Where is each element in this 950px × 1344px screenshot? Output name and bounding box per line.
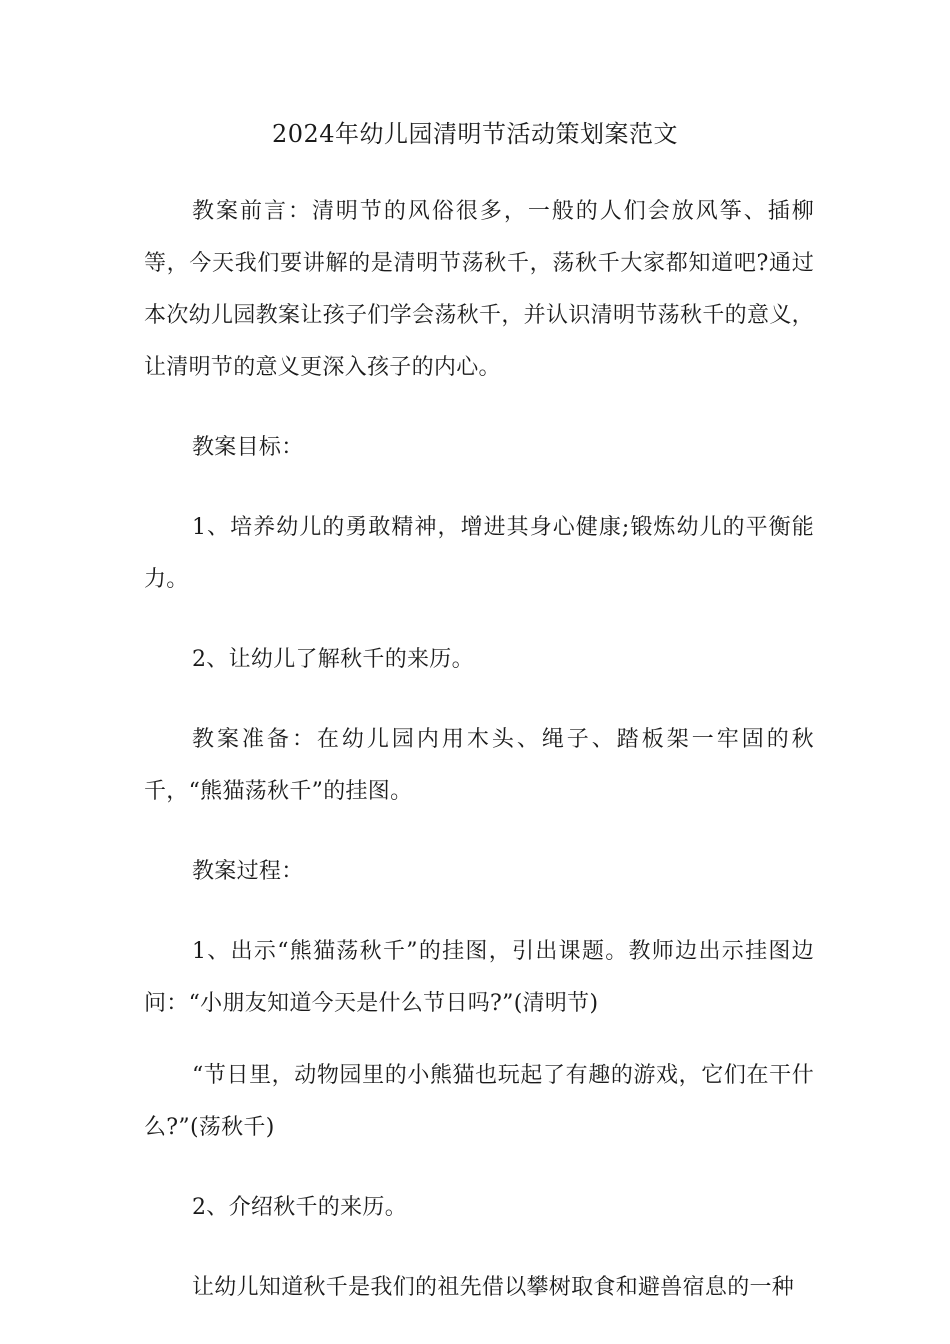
- paragraph-preface: 教案前言：清明节的风俗很多，一般的人们会放风筝、插柳等，今天我们要讲解的是清明节荡秋千，荡秋千大家都知道吧?通过本次幼儿园教案让孩子们学会荡秋千，并认识清明节荡秋千的意义，让清明节的意义更深入孩子的内心。: [144, 199, 814, 380]
- paragraph-preparation: 教案准备：在幼儿园内用木头、绳子、踏板架一牢固的秋千，“熊猫荡秋千”的挂图。: [144, 727, 814, 804]
- paragraph-process-step-2: 2、介绍秋千的来历。: [192, 1195, 407, 1220]
- paragraph-swing-origin: 让幼儿知道秋千是我们的祖先借以攀树取食和避兽宿息的一种: [192, 1275, 795, 1300]
- document-body: [144, 186, 814, 1314]
- paragraph-objective-1: 1、培养幼儿的勇敢精神，增进其身心健康;锻炼幼儿的平衡能力。: [144, 515, 814, 592]
- paragraph-process-heading: 教案过程：: [192, 859, 304, 884]
- paragraph-objectives-heading: 教案目标：: [192, 435, 304, 460]
- paragraph-process-step-1: 1、出示“熊猫荡秋千”的挂图，引出课题。教师边出示挂图边问：“小朋友知道今天是什么节日吗?”(清明节): [144, 939, 814, 1016]
- paragraph-process-quote: “节日里，动物园里的小熊猫也玩起了有趣的游戏，它们在干什么?”(荡秋千): [144, 1063, 814, 1140]
- document-title: 2024年幼儿园清明节活动策划案范文: [271, 120, 679, 148]
- paragraph-objective-2: 2、让幼儿了解秋千的来历。: [192, 647, 474, 672]
